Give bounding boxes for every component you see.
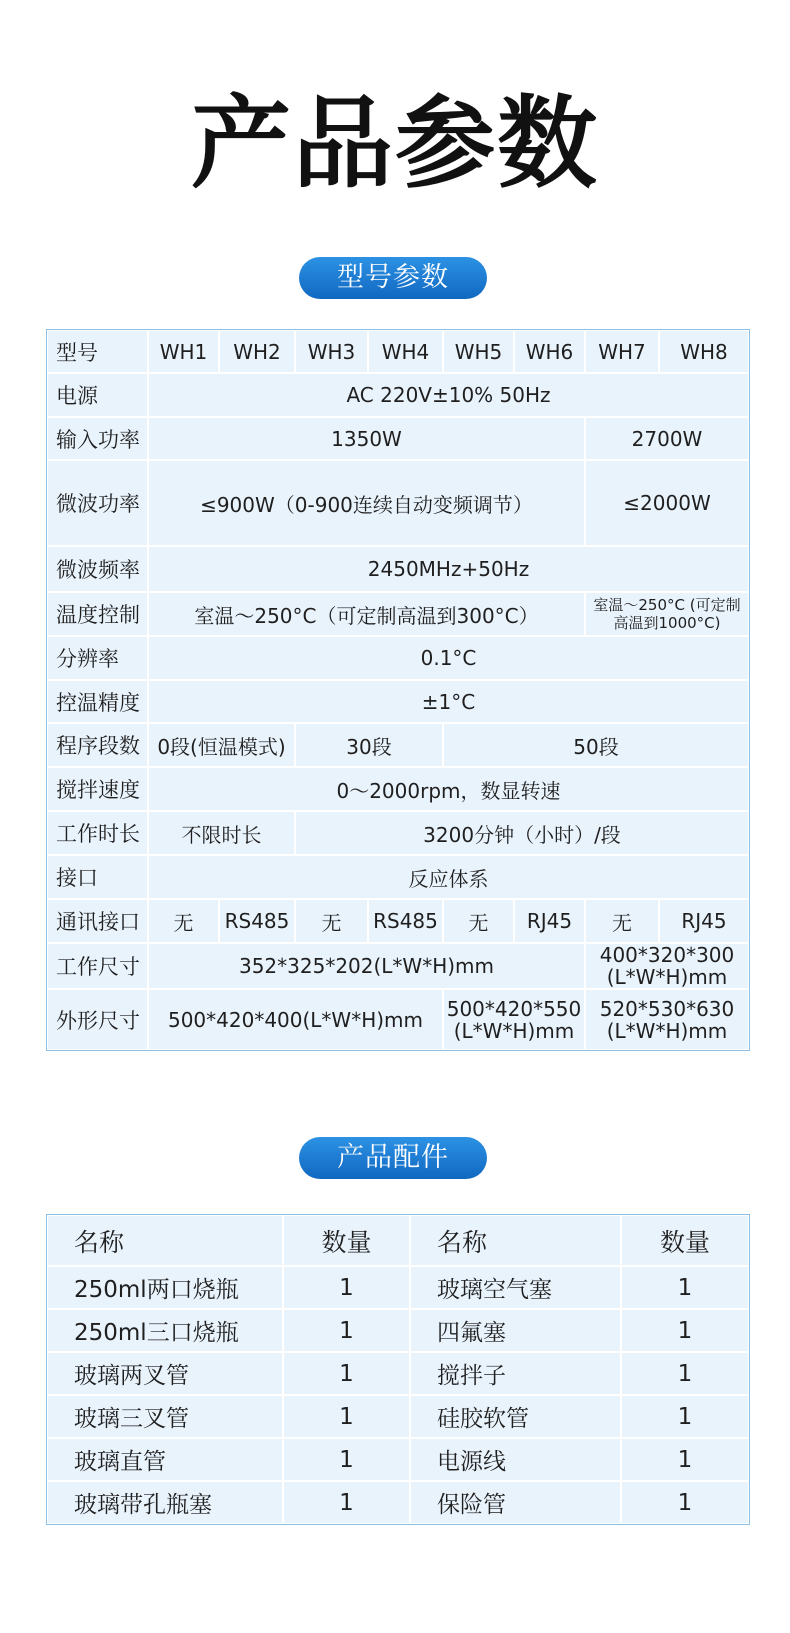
spec-row-resolution: [47, 636, 749, 680]
spec-label: 搅拌速度: [47, 767, 148, 811]
accessory-name: 硅胶软管: [410, 1395, 621, 1438]
spec-label: 工作时长: [47, 811, 148, 855]
accessory-name: 玻璃两叉管: [47, 1352, 283, 1395]
spec-value: 2700W: [585, 417, 749, 460]
spec-label: 微波功率: [47, 460, 148, 546]
accessory-qty: 1: [283, 1481, 410, 1524]
header-name: 名称: [47, 1215, 283, 1266]
table-row: [47, 1309, 749, 1352]
spec-row-microwave-power: [47, 460, 749, 546]
comm-cell: RJ45: [514, 899, 585, 943]
comm-cell: RS485: [219, 899, 295, 943]
spec-label: 温度控制: [47, 592, 148, 636]
spec-row-stir-speed: [47, 767, 749, 811]
page-title: 产品参数: [191, 84, 599, 202]
model-cell: WH7: [585, 330, 659, 373]
accessory-name: 四氟塞: [410, 1309, 621, 1352]
comm-cell: RJ45: [659, 899, 749, 943]
accessory-qty: 1: [621, 1395, 749, 1438]
spec-label: 输入功率: [47, 417, 148, 460]
spec-value: 室温～250°C (可定制高温到1000°C): [585, 592, 749, 636]
spec-row-work-size: [47, 943, 749, 989]
accessory-qty: 1: [621, 1438, 749, 1481]
spec-row-work-time: [47, 811, 749, 855]
accessory-qty: 1: [621, 1352, 749, 1395]
model-cell: WH1: [148, 330, 219, 373]
accessory-name: 250ml两口烧瓶: [47, 1266, 283, 1309]
comm-cell: 无: [585, 899, 659, 943]
spec-value: ≤900W（0-900连续自动变频调节）: [148, 460, 585, 546]
table-row: [47, 1352, 749, 1395]
model-cell: WH6: [514, 330, 585, 373]
spec-value: 2450MHz+50Hz: [148, 546, 749, 592]
spec-value: 520*530*630 (L*W*H)mm: [585, 989, 749, 1050]
accessory-qty: 1: [283, 1309, 410, 1352]
comm-cell: 无: [295, 899, 368, 943]
comm-cell: RS485: [368, 899, 443, 943]
accessory-qty: 1: [283, 1395, 410, 1438]
spec-value: 不限时长: [148, 811, 295, 855]
spec-value: 500*420*400(L*W*H)mm: [148, 989, 443, 1050]
spec-row-model: [47, 330, 749, 373]
table-row: [47, 1266, 749, 1309]
spec-label: 程序段数: [47, 723, 148, 767]
accessories-header-row: [47, 1215, 749, 1266]
accessory-qty: 1: [283, 1352, 410, 1395]
spec-row-comm-interface: [47, 899, 749, 943]
model-cell: WH5: [443, 330, 514, 373]
section-badge-specs: 型号参数: [299, 257, 487, 299]
spec-value: 352*325*202(L*W*H)mm: [148, 943, 585, 989]
table-row: [47, 1395, 749, 1438]
accessory-qty: 1: [283, 1266, 410, 1309]
accessory-qty: 1: [283, 1438, 410, 1481]
spec-label: 微波频率: [47, 546, 148, 592]
spec-label: 控温精度: [47, 680, 148, 723]
spec-value: 3200分钟（小时）/段: [295, 811, 749, 855]
table-row: [47, 1438, 749, 1481]
spec-value: 室温～250°C（可定制高温到300°C）: [148, 592, 585, 636]
accessory-name: 玻璃带孔瓶塞: [47, 1481, 283, 1524]
accessories-table: [46, 1214, 750, 1525]
accessory-name: 保险管: [410, 1481, 621, 1524]
spec-label: 分辨率: [47, 636, 148, 680]
spec-value: 50段: [443, 723, 749, 767]
spec-value: 400*320*300 (L*W*H)mm: [585, 943, 749, 989]
spec-row-temp-control: [47, 592, 749, 636]
accessory-qty: 1: [621, 1309, 749, 1352]
spec-value: 500*420*550 (L*W*H)mm: [443, 989, 585, 1050]
accessory-qty: 1: [621, 1481, 749, 1524]
spec-label: 通讯接口: [47, 899, 148, 943]
spec-label: 型号: [47, 330, 148, 373]
spec-label: 电源: [47, 373, 148, 417]
accessory-name: 搅拌子: [410, 1352, 621, 1395]
model-cell: WH2: [219, 330, 295, 373]
model-cell: WH8: [659, 330, 749, 373]
header-name: 名称: [410, 1215, 621, 1266]
comm-cell: 无: [148, 899, 219, 943]
spec-value: 0.1°C: [148, 636, 749, 680]
accessory-name: 玻璃直管: [47, 1438, 283, 1481]
spec-row-outer-size: [47, 989, 749, 1050]
model-cell: WH4: [368, 330, 443, 373]
spec-value: ±1°C: [148, 680, 749, 723]
header-qty: 数量: [283, 1215, 410, 1266]
spec-row-microwave-freq: [47, 546, 749, 592]
comm-cell: 无: [443, 899, 514, 943]
spec-row-program-segments: [47, 723, 749, 767]
spec-value: ≤2000W: [585, 460, 749, 546]
spec-label: 外形尺寸: [47, 989, 148, 1050]
accessory-name: 250ml三口烧瓶: [47, 1309, 283, 1352]
spec-value: 30段: [295, 723, 443, 767]
spec-row-power-supply: [47, 373, 749, 417]
spec-table: [46, 329, 750, 1051]
spec-value: 反应体系: [148, 855, 749, 899]
model-cell: WH3: [295, 330, 368, 373]
spec-row-input-power: [47, 417, 749, 460]
spec-value: 0段(恒温模式): [148, 723, 295, 767]
spec-row-temp-accuracy: [47, 680, 749, 723]
accessory-name: 玻璃空气塞: [410, 1266, 621, 1309]
accessory-name: 电源线: [410, 1438, 621, 1481]
accessory-name: 玻璃三叉管: [47, 1395, 283, 1438]
section-badge-accessories: 产品配件: [299, 1137, 487, 1179]
spec-value: 0～2000rpm，数显转速: [148, 767, 749, 811]
spec-value: AC 220V±10% 50Hz: [148, 373, 749, 417]
table-row: [47, 1481, 749, 1524]
spec-value: 1350W: [148, 417, 585, 460]
spec-label: 接口: [47, 855, 148, 899]
spec-row-interface: [47, 855, 749, 899]
spec-label: 工作尺寸: [47, 943, 148, 989]
header-qty: 数量: [621, 1215, 749, 1266]
accessory-qty: 1: [621, 1266, 749, 1309]
